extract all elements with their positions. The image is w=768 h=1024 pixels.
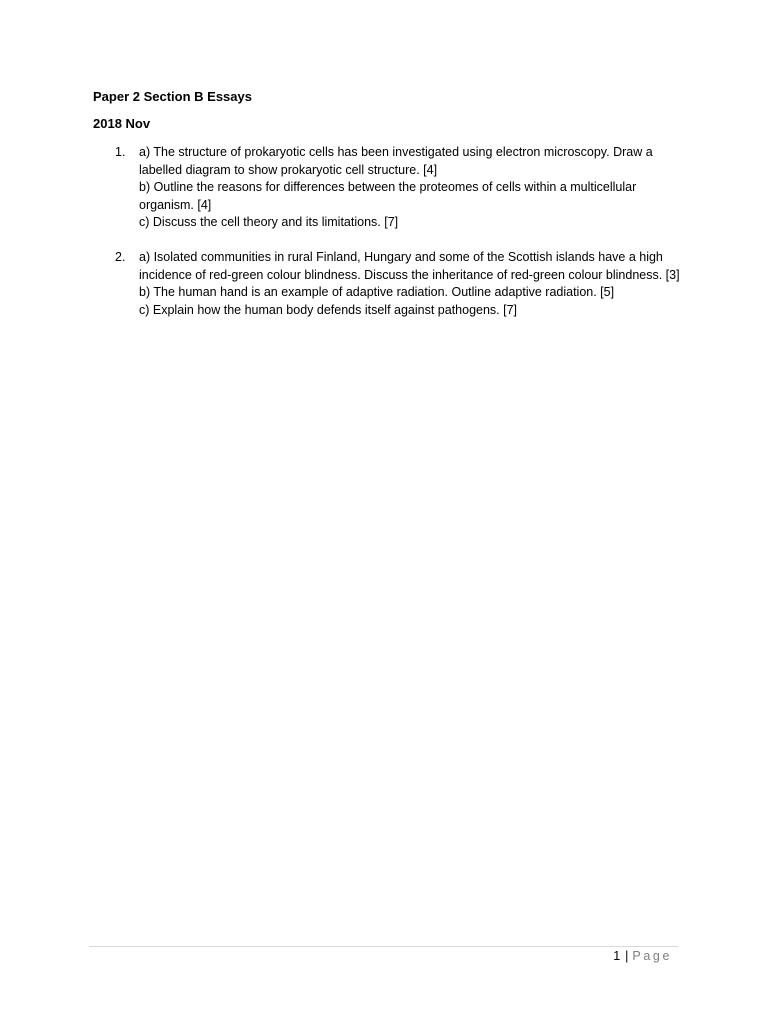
question-part: b) The human hand is an example of adaptive radiation. Outline adaptive radiation. [5] bbox=[139, 285, 615, 299]
question-number: 1. bbox=[115, 145, 126, 159]
section-subtitle: 2018 Nov bbox=[93, 116, 151, 131]
question-part: a) Isolated communities in rural Finland, Hungary and some of the Scottish islands have a high incidence of red-green colour blindness. Discuss the inheritance of red-green colour blindness. [3] bbox=[139, 250, 680, 282]
question-number: 2. bbox=[115, 250, 126, 264]
question-item bbox=[93, 249, 683, 319]
question-part: c) Discuss the cell theory and its limitations. [7] bbox=[139, 215, 399, 229]
footer-separator: | bbox=[625, 949, 629, 963]
footer-divider bbox=[89, 946, 678, 947]
page-number: 1 bbox=[613, 949, 621, 963]
page-footer bbox=[613, 948, 672, 964]
question-part: a) The structure of prokaryotic cells has been investigated using electron microscopy. Draw a labelled diagram to show prokaryotic cell structure. [4] bbox=[139, 145, 653, 177]
page-title: Paper 2 Section B Essays bbox=[93, 89, 252, 104]
question-list bbox=[93, 144, 683, 337]
question-part: c) Explain how the human body defends itself against pathogens. [7] bbox=[139, 302, 518, 317]
page-label: Page bbox=[632, 949, 672, 963]
question-item bbox=[93, 144, 683, 232]
question-part: b) Outline the reasons for differences between the proteomes of cells within a multicellular organism. [4] bbox=[139, 180, 637, 212]
